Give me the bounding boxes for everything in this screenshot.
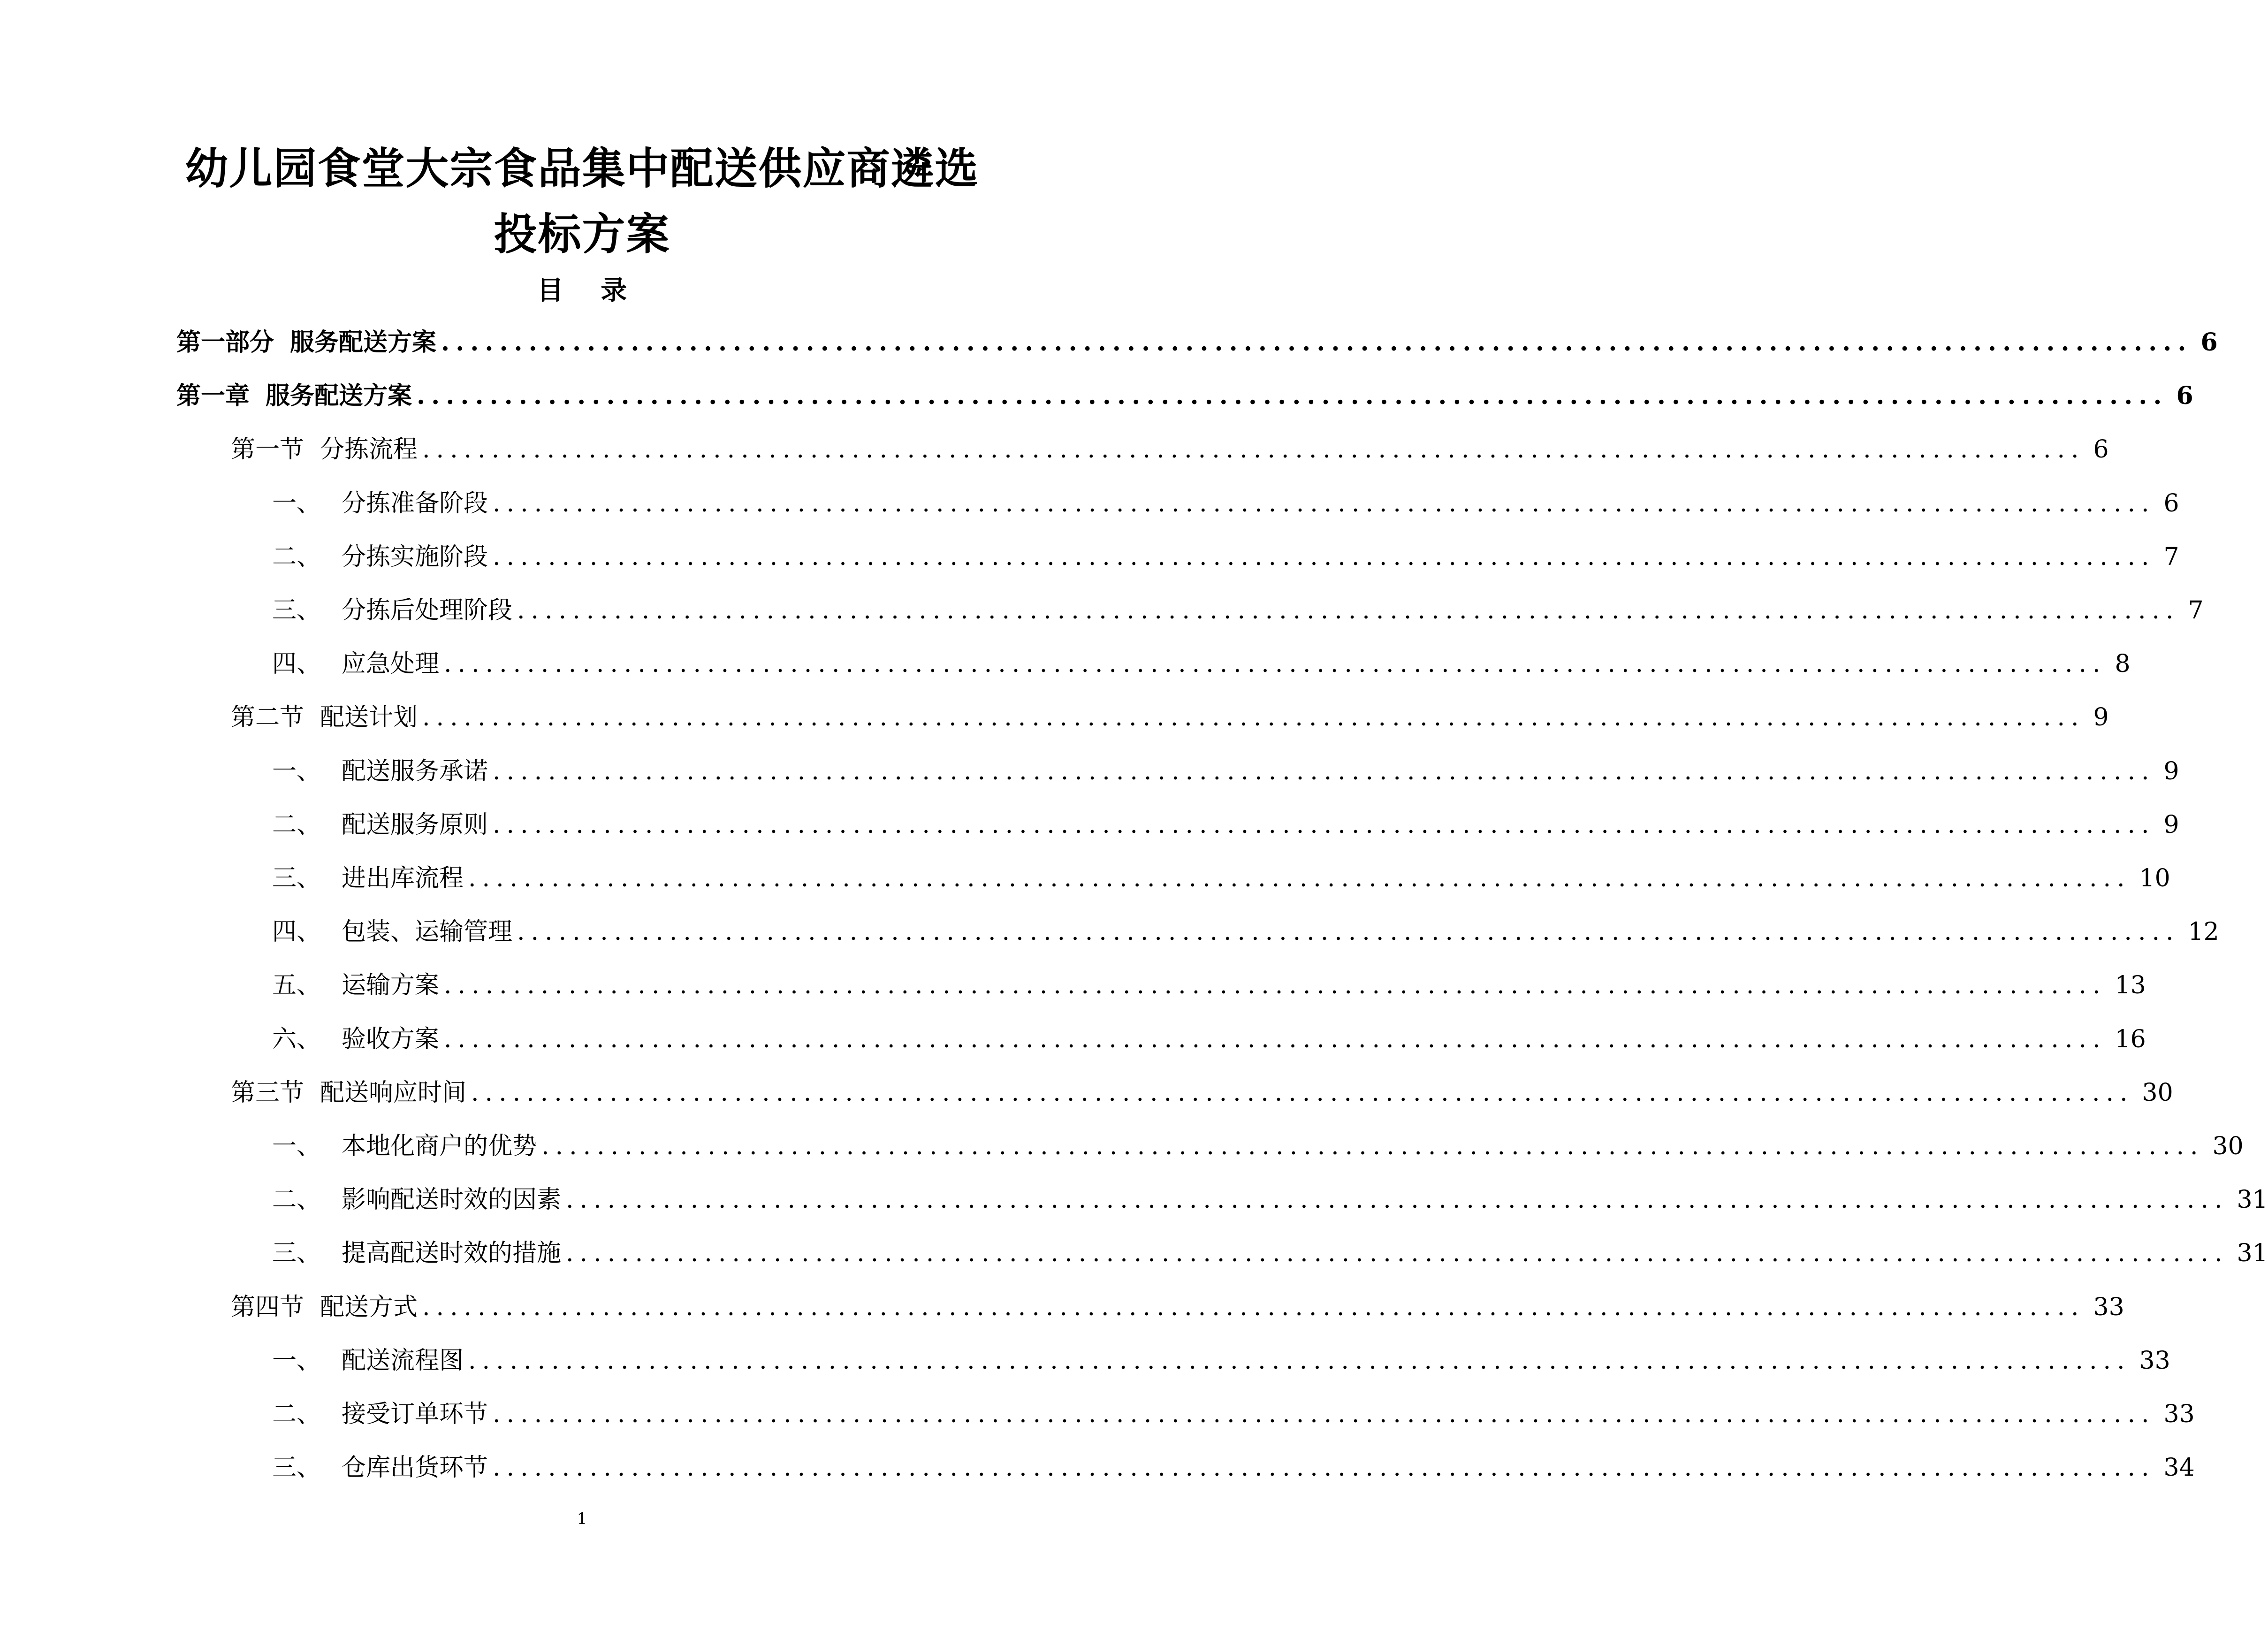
toc-entry-label [231, 431, 418, 468]
toc-entry-label [231, 1288, 418, 1326]
toc-entry[interactable] [176, 324, 2218, 361]
toc-entry-text: 分拣流程 [320, 435, 418, 464]
title-line-1: 幼儿园食堂大宗食品集中配送供应商遴选 [185, 144, 979, 194]
toc-entry[interactable] [272, 538, 2179, 576]
toc-entry[interactable] [272, 1021, 2146, 1058]
toc-entry-text: 配送方式 [320, 1293, 418, 1321]
toc-entry[interactable] [272, 1342, 2170, 1379]
toc-entry-number: 一、 [272, 757, 321, 785]
toc-leader-dots: ........................................................................................................................ [493, 1454, 2155, 1482]
toc-leader-dots: ........................................................................................................................ [444, 1025, 2107, 1053]
toc-entry-number: 一、 [272, 1132, 321, 1160]
toc-entry-number: 一、 [272, 489, 321, 518]
toc-entry[interactable] [272, 1128, 2244, 1165]
toc-entry-text: 分拣实施阶段 [342, 543, 488, 571]
toc-entry-label [342, 1181, 561, 1219]
toc-leader-dots: ........................................................................................................................ [566, 1239, 2229, 1267]
toc-leader-dots: ........................................................................................................................ [422, 703, 2085, 732]
toc-entry-text: 提高配送时效的措施 [342, 1239, 562, 1267]
toc-entry-text: 服务配送方案 [290, 328, 437, 357]
toc-leader-dots: ........................................................................................................................ [422, 1293, 2085, 1321]
toc-leader-dots: ........................................................................................................................ [517, 596, 2180, 625]
toc-entry-text: 接受订单环节 [342, 1400, 488, 1428]
page-number: 1 [577, 1509, 587, 1528]
toc-entry[interactable] [272, 753, 2179, 790]
toc-leader-dots: ........................................................................................................................ [471, 1079, 2134, 1107]
toc-entry-label [176, 377, 412, 415]
toc-leader-dots: ........................................................................................................................ [468, 864, 2131, 892]
toc-entry-label [342, 1395, 488, 1433]
toc-entry-label [342, 1234, 561, 1272]
toc-entry-label [342, 967, 439, 1004]
toc-entry-section-label: 第一节 [231, 435, 304, 464]
toc-entry[interactable] [272, 1449, 2195, 1486]
toc-entry[interactable] [272, 967, 2146, 1004]
toc-entry-page: 12 [2188, 918, 2219, 946]
toc-entry-text: 影响配送时效的因素 [342, 1186, 562, 1214]
toc-entry[interactable] [272, 592, 2204, 629]
toc-entry-text: 配送服务承诺 [342, 757, 488, 785]
toc-entry[interactable] [272, 1181, 2268, 1219]
toc-entry-label [342, 860, 464, 897]
toc-entry-page: 10 [2139, 864, 2170, 892]
toc-entry-number: 二、 [272, 811, 321, 839]
toc-entry-page: 13 [2115, 971, 2146, 999]
toc-entry[interactable] [231, 431, 2109, 468]
toc-entry-text: 分拣后处理阶段 [342, 596, 513, 625]
toc-entry-text: 分拣准备阶段 [342, 489, 488, 518]
toc-entry-page: 6 [2200, 328, 2218, 357]
toc-entry-page: 16 [2115, 1025, 2146, 1053]
toc-entry-text: 配送计划 [320, 703, 418, 732]
toc-entry-number: 二、 [272, 543, 321, 571]
toc-leader-dots: ........................................................................................................................ [417, 381, 2168, 410]
toc-entry[interactable] [231, 1288, 2124, 1326]
toc-heading: 目 录 [537, 275, 641, 306]
toc-entry-page: 7 [2163, 543, 2179, 571]
toc-entry-page: 7 [2188, 596, 2204, 625]
toc-entry-number: 二、 [272, 1400, 321, 1428]
toc-leader-dots: ........................................................................................................................ [566, 1186, 2229, 1214]
toc-entry-text: 运输方案 [342, 971, 440, 999]
toc-entry-number: 四、 [272, 918, 321, 946]
toc-entry-section-label: 第三节 [231, 1079, 304, 1107]
toc-leader-dots: ........................................................................................................................ [422, 435, 2085, 464]
toc-entry-section-label: 第一部分 [176, 328, 274, 357]
toc-entry-text: 进出库流程 [342, 864, 464, 892]
toc-entry[interactable] [176, 377, 2193, 415]
document-title [0, 136, 1164, 267]
toc-entry-page: 30 [2142, 1079, 2173, 1107]
toc-entry-label [342, 1128, 537, 1165]
toc-entry-text: 配送流程图 [342, 1347, 464, 1375]
toc-leader-dots: ........................................................................................................................ [493, 489, 2155, 518]
toc-entry-number: 三、 [272, 1239, 321, 1267]
toc-entry-page: 8 [2115, 650, 2131, 678]
toc-entry-page: 31 [2237, 1239, 2268, 1267]
toc-entry-page: 9 [2093, 703, 2109, 732]
toc-entry-label [342, 592, 512, 629]
toc-entry-label [342, 1021, 439, 1058]
toc-entry-label [231, 699, 418, 736]
toc-entry-text: 应急处理 [342, 650, 440, 678]
toc-entry-label [342, 753, 488, 790]
toc-entry-label [176, 324, 436, 361]
toc-entry[interactable] [272, 806, 2179, 844]
toc-entry-page: 33 [2093, 1293, 2124, 1321]
toc-entry-number: 三、 [272, 1454, 321, 1482]
toc-leader-dots: ........................................................................................................................ [444, 971, 2107, 999]
toc-entry[interactable] [272, 1234, 2268, 1272]
toc-entry-text: 验收方案 [342, 1025, 440, 1053]
toc-entry-label [342, 913, 512, 951]
toc-leader-dots: ........................................................................................................................ [493, 1400, 2155, 1428]
toc-entry[interactable] [272, 645, 2131, 683]
toc-entry-section-label: 第一章 [176, 382, 250, 410]
toc-entry-number: 三、 [272, 596, 321, 625]
toc-entry-number: 四、 [272, 650, 321, 678]
toc-entry-label [342, 1342, 464, 1379]
toc-entry-section-label: 第二节 [231, 703, 304, 732]
toc-entry-number: 一、 [272, 1347, 321, 1375]
toc-entry-page: 9 [2163, 757, 2179, 785]
toc-entry-page: 33 [2139, 1347, 2170, 1375]
toc-entry-page: 6 [2176, 381, 2193, 410]
toc-entry[interactable] [272, 485, 2179, 522]
toc-leader-dots: ........................................................................................................................ [441, 328, 2192, 357]
toc-entry-number: 六、 [272, 1025, 321, 1053]
toc-entry[interactable] [231, 699, 2109, 736]
toc-entry-label [342, 645, 439, 683]
toc-entry[interactable] [272, 1395, 2195, 1433]
title-line-2: 投标方案 [494, 209, 670, 259]
toc-entry-text: 服务配送方案 [266, 382, 412, 410]
toc-leader-dots: ........................................................................................................................ [468, 1347, 2131, 1375]
toc-leader-dots: ........................................................................................................................ [444, 650, 2107, 678]
toc-entry-page: 9 [2163, 811, 2179, 839]
toc-entry-label [231, 1074, 466, 1112]
toc-leader-dots: ........................................................................................................................ [517, 918, 2180, 946]
toc-entry-number: 三、 [272, 864, 321, 892]
toc-leader-dots: ........................................................................................................................ [541, 1132, 2204, 1160]
toc-entry[interactable] [272, 913, 2219, 951]
toc-entry[interactable] [231, 1074, 2173, 1112]
toc-leader-dots: ........................................................................................................................ [493, 757, 2155, 785]
toc-entry-label [342, 806, 488, 844]
toc-entry-text: 包装、运输管理 [342, 918, 513, 946]
toc-entry-text: 仓库出货环节 [342, 1454, 488, 1482]
toc-entry-label [342, 538, 488, 576]
toc-entry-page: 33 [2163, 1400, 2195, 1428]
toc-entry-number: 二、 [272, 1186, 321, 1214]
toc-entry-page: 30 [2212, 1132, 2244, 1160]
toc-entry[interactable] [272, 860, 2170, 897]
toc-entry-text: 配送服务原则 [342, 811, 488, 839]
toc-leader-dots: ........................................................................................................................ [493, 543, 2155, 571]
toc-entry-label [342, 1449, 488, 1486]
toc-entry-page: 31 [2237, 1186, 2268, 1214]
toc-entry-label [342, 485, 488, 522]
toc-entry-section-label: 第四节 [231, 1293, 304, 1321]
toc-entry-page: 6 [2093, 435, 2109, 464]
toc-entry-number: 五、 [272, 971, 321, 999]
toc-entry-page: 6 [2163, 489, 2179, 518]
toc-entry-page: 34 [2163, 1454, 2195, 1482]
toc-entry-text: 本地化商户的优势 [342, 1132, 537, 1160]
toc-entry-text: 配送响应时间 [320, 1079, 467, 1107]
toc-leader-dots: ........................................................................................................................ [493, 811, 2155, 839]
